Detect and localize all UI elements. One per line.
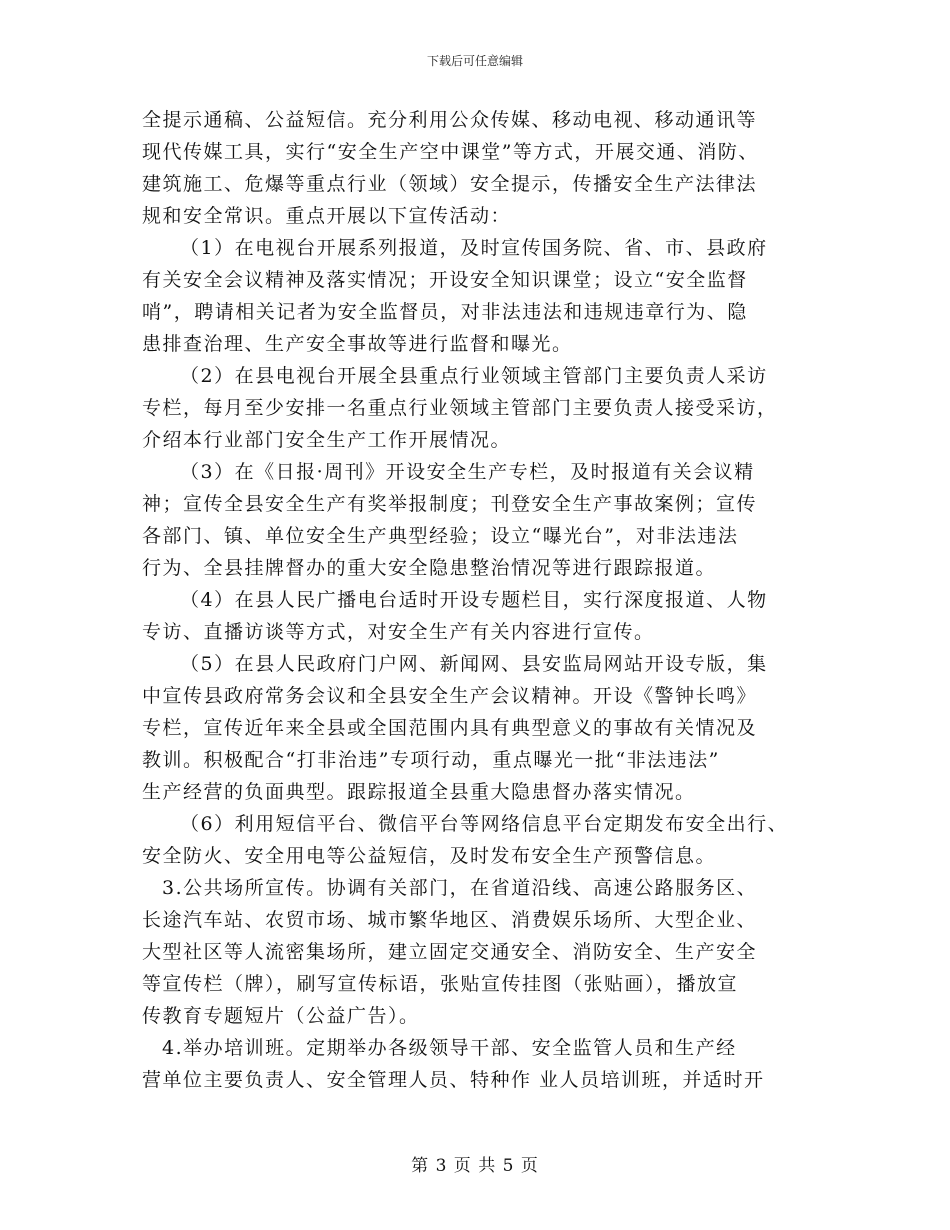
text-line: 安全防火、安全用电等公益短信，及时发布安全生产预警信息。 <box>142 845 717 867</box>
text-line: 营单位主要负责人、安全管理人员、特种作 业人员培训班，并适时开 <box>142 1069 765 1091</box>
paragraph-6 <box>142 648 822 808</box>
paragraph-8 <box>142 872 822 1032</box>
document-body <box>142 104 822 1096</box>
text-line: 教训。积极配合“打非治违”专项行动，重点曝光一批“非法违法” <box>142 749 720 771</box>
text-line: （5）在县人民政府门户网、新闻网、县安监局网站开设专版，集 <box>180 653 768 675</box>
text-line: 等宣传栏（牌），刷写宣传标语，张贴宣传挂图（张贴画），播放宣 <box>142 973 739 995</box>
text-line: （4）在县人民广播电台适时开设专题栏目，实行深度报道、人物 <box>180 589 768 611</box>
text-line: 专访、直播访谈等方式，对安全生产有关内容进行宣传。 <box>142 621 655 643</box>
paragraph-4 <box>142 456 822 584</box>
paragraph-2 <box>142 232 822 360</box>
text-line: 哨”，聘请相关记者为安全监督员，对非法违法和违规违章行为、隐 <box>142 301 748 323</box>
text-line: 生产经营的负面典型。跟踪报道全县重大隐患督办落实情况。 <box>142 781 696 803</box>
text-line: （6）利用短信平台、微信平台等网络信息平台定期发布安全出行、 <box>180 813 789 835</box>
text-line: 行为、全县挂牌督办的重大安全隐患整治情况等进行跟踪报道。 <box>142 557 717 579</box>
text-line: （2）在县电视台开展全县重点行业领域主管部门主要负责人采访 <box>180 365 768 387</box>
text-line: （3）在《日报·周刊》开设安全生产专栏，及时报道有关会议精 <box>180 461 755 483</box>
text-line: 传教育专题短片（公益广告）。 <box>142 1005 420 1027</box>
text-line: 患排查治理、生产安全事故等进行监督和曝光。 <box>142 333 573 355</box>
page-number: 第 3 页 共 5 页 <box>411 1156 539 1176</box>
text-line: 现代传媒工具，实行“安全生产空中课堂”等方式，开展交通、消防、 <box>142 141 759 163</box>
text-line: 大型社区等人流密集场所，建立固定交通安全、消防安全、生产安全 <box>142 941 758 963</box>
text-line: 神；宣传全县安全生产有奖举报制度；刊登安全生产事故案例；宣传 <box>142 493 758 515</box>
paragraph-5 <box>142 584 822 648</box>
text-line: 有关安全会议精神及落实情况；开设安全知识课堂；设立“安全监督 <box>142 269 748 291</box>
paragraph-3 <box>142 360 822 456</box>
paragraph-7 <box>142 808 822 872</box>
text-line: （1）在电视台开展系列报道，及时宣传国务院、省、市、县政府 <box>180 237 768 259</box>
text-line: 中宣传县政府常务会议和全县安全生产会议精神。开设《警钟长鸣》 <box>142 685 758 707</box>
text-line: 全提示通稿、公益短信。充分利用公众传媒、移动电视、移动通讯等 <box>142 109 758 131</box>
text-line: 长途汽车站、农贸市场、城市繁华地区、消费娱乐场所、大型企业、 <box>142 909 758 931</box>
text-line: 建筑施工、危爆等重点行业（领域）安全提示，传播安全生产法律法 <box>142 173 758 195</box>
text-line: 专栏，宣传近年来全县或全国范围内具有典型意义的事故有关情况及 <box>142 717 758 739</box>
text-line: 3.公共场所宣传。协调有关部门，在省道沿线、高速公路服务区、 <box>162 877 758 899</box>
page-header: 下载后可任意编辑 <box>426 54 523 68</box>
text-line: 4.举办培训班。定期举办各级领导干部、安全监管人员和生产经 <box>162 1037 737 1059</box>
text-line: 专栏，每月至少安排一名重点行业领域主管部门主要负责人接受采访， <box>142 397 778 419</box>
paragraph-1 <box>142 104 822 232</box>
text-line: 规和安全常识。重点开展以下宣传活动： <box>142 205 512 227</box>
text-line: 介绍本行业部门安全生产工作开展情况。 <box>142 429 512 451</box>
paragraph-9 <box>142 1032 822 1096</box>
text-line: 各部门、镇、单位安全生产典型经验；设立“曝光台”，对非法违法 <box>142 525 739 547</box>
